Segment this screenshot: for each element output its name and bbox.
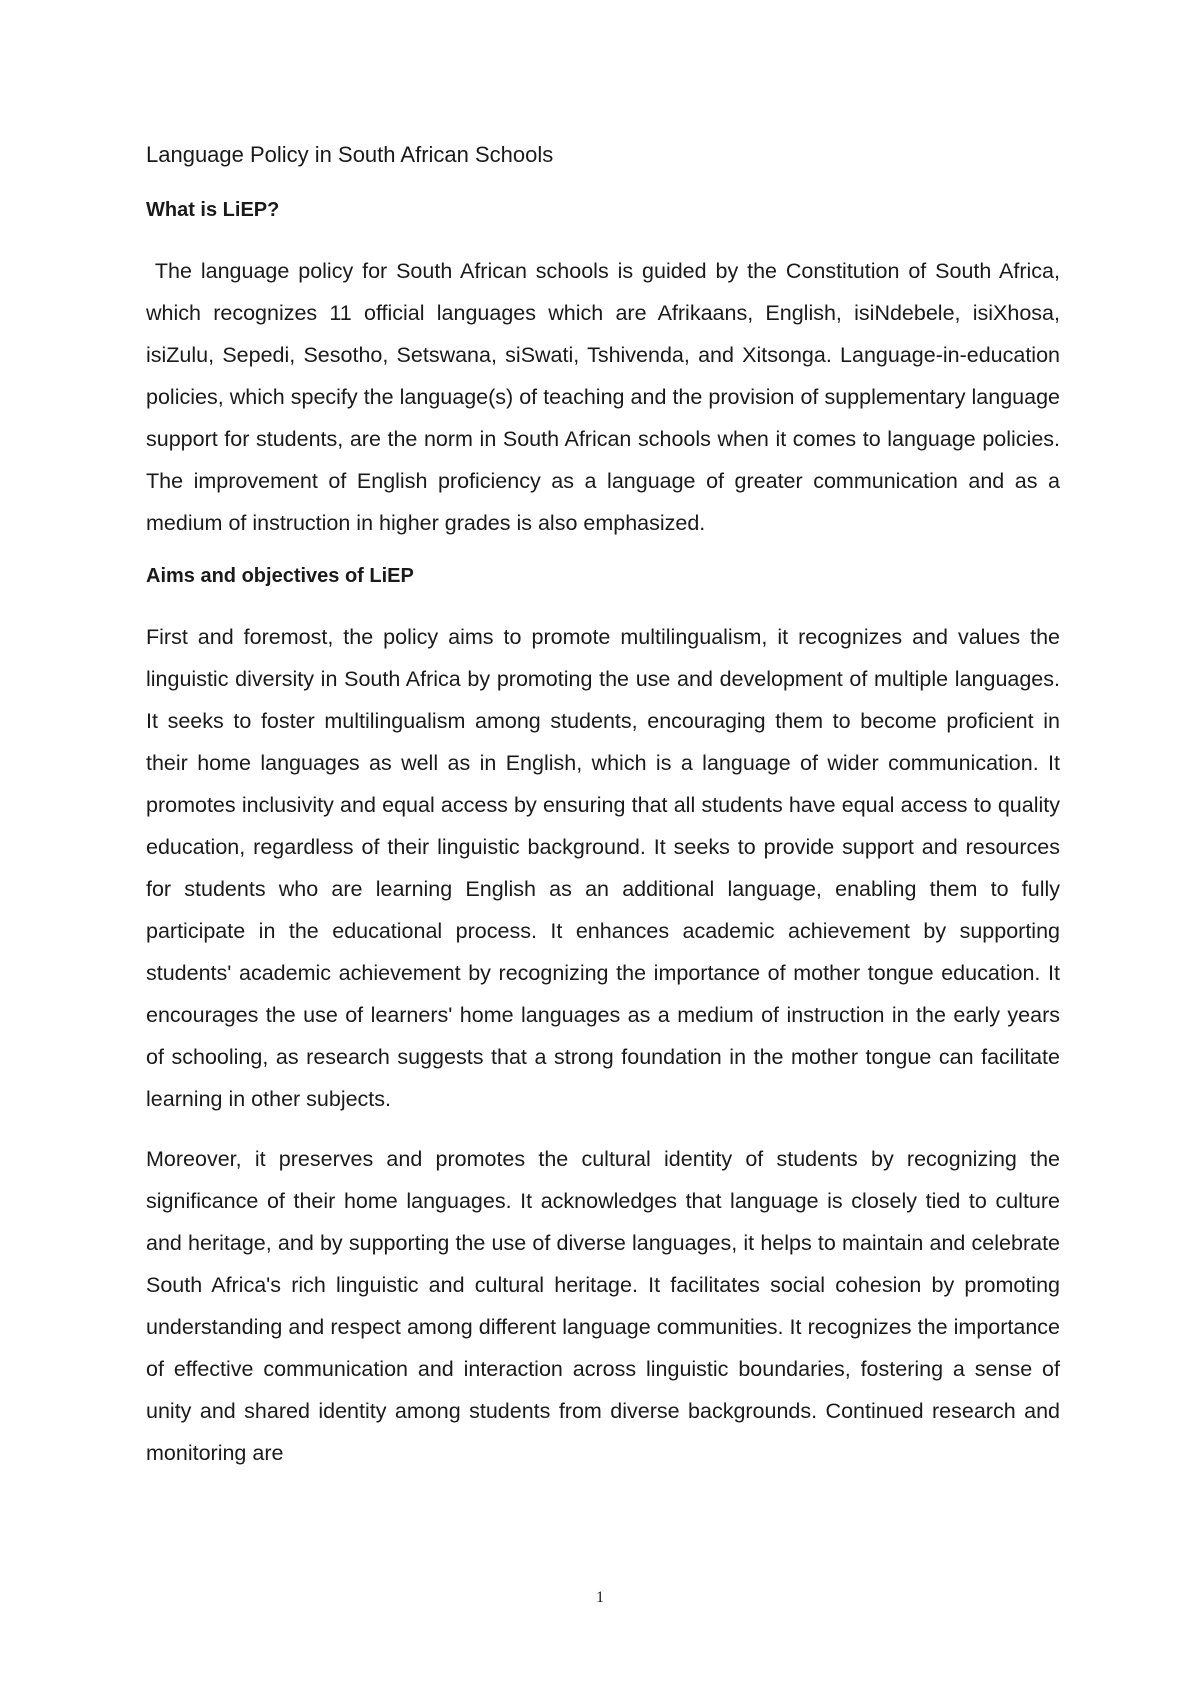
paragraph-aims-multilingualism: First and foremost, the policy aims to promote multilingualism, it recognizes and values the linguistic diversity in South Africa by promoting the use and development of multiple languages. It seeks to foster multilingualism among students, encouraging them to become proficient in their home languages as well as in English, which is a language of wider communication. It promotes inclusivity and equal access by ensuring that all students have equal access to quality education, regardless of their linguistic background. It seeks to provide support and resources for students who are learning English as an additional language, enabling them to fully participate in the educational process. It enhances academic achievement by supporting students' academic achievement by recognizing the importance of mother tongue education. It encourages the use of learners' home languages as a medium of instruction in the early years of schooling, as research suggests that a strong foundation in the mother tongue can facilitate learning in other subjects. (146, 625, 1060, 1111)
document-title: Language Policy in South African Schools (146, 142, 554, 167)
page-content (146, 140, 1066, 1492)
page-number: 1 (596, 1589, 604, 1606)
paragraph-aims-cultural-identity: Moreover, it preserves and promotes the cultural identity of students by recognizing the significance of their home languages. It acknowledges that language is closely tied to culture and heritage, and by supporting the use of diverse languages, it helps to maintain and celebrate South Africa's rich linguistic and cultural heritage. It facilitates social cohesion by promoting understanding and respect among different language communities. It recognizes the importance of effective communication and interaction across linguistic boundaries, fostering a sense of unity and shared identity among students from diverse backgrounds. Continued research and monitoring are (146, 1147, 1060, 1465)
section-heading-what-is-liep: What is LiEP? (146, 199, 280, 221)
paragraph-liep-definition: The language policy for South African schools is guided by the Constitution of South Africa, which recognizes 11 official languages which are Afrikaans, English, isiNdebele, isiXhosa, isiZulu, Sepedi, Sesotho, Setswana, siSwati, Tshivenda, and Xitsonga. Language-in-education policies, which specify the language(s) of teaching and the provision of supplementary language support for students, are the norm in South African schools when it comes to language policies. The improvement of English proficiency as a language of greater communication and as a medium of instruction in higher grades is also emphasized. (146, 259, 1066, 535)
section-heading-aims-objectives: Aims and objectives of LiEP (146, 565, 414, 587)
